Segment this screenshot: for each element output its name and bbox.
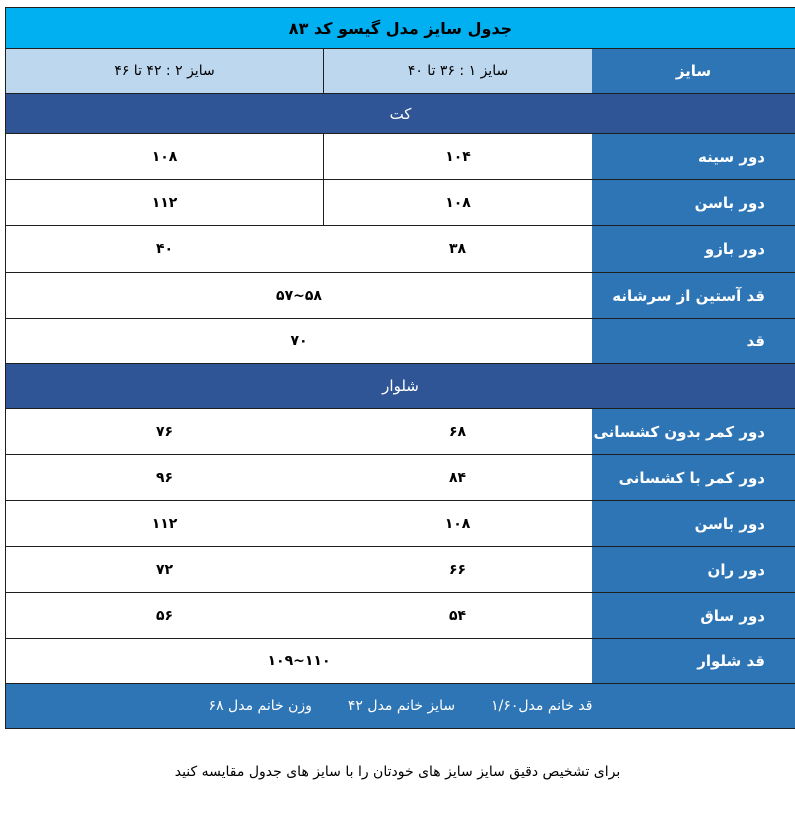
- table-row: [6, 318, 795, 363]
- row-value-size-1: ۱۰۸: [323, 180, 592, 225]
- row-value-size-2: ۹۶: [155, 469, 174, 486]
- row-label: دور کمر با کشسانی: [592, 455, 795, 500]
- table-row: [6, 225, 795, 272]
- row-label: دور بازو: [592, 226, 795, 272]
- table-row: [6, 454, 795, 500]
- header-size-1: سایز ۱ : ۳۶ تا ۴۰: [323, 49, 592, 93]
- row-value-size-2: ۱۰۸: [151, 148, 178, 165]
- row-value-size-1: ۱۰۴: [323, 134, 592, 179]
- row-label: دور کمر بدون کشسانی: [592, 409, 795, 454]
- section-jacket-title: کت: [389, 104, 412, 123]
- row-value-all-sizes: ۷۰: [290, 333, 308, 349]
- row-label: قد: [592, 319, 795, 363]
- row-value-size-2: ۵۶: [155, 607, 174, 624]
- row-value-size-1: ۶۶: [448, 561, 467, 578]
- table-title-row: [6, 7, 795, 48]
- table-row: [6, 500, 795, 546]
- row-label: دور باسن: [592, 180, 795, 225]
- row-value-size-2: ۱۱۲: [151, 194, 178, 211]
- row-value-size-1: ۸۴: [448, 469, 467, 486]
- row-value-size-1: ۶۸: [448, 423, 467, 440]
- row-value-size-2: ۱۱۲: [151, 515, 178, 532]
- row-label: قد شلوار: [592, 639, 795, 683]
- table-title: جدول سایز مدل گیسو کد ۸۳: [288, 18, 513, 38]
- table-row: [6, 408, 795, 454]
- header-size-2: سایز ۲ : ۴۲ تا ۴۶: [6, 49, 323, 93]
- table-row: [6, 546, 795, 592]
- table-row: [6, 592, 795, 638]
- row-label: قد آستین از سرشانه: [592, 273, 795, 318]
- row-value-size-2: ۷۶: [155, 423, 174, 440]
- table-header-row: [6, 48, 795, 93]
- model-height: قد خانم مدل۱/۶۰: [491, 698, 593, 714]
- row-value-size-1: ۳۸: [448, 241, 467, 257]
- table-row: [6, 638, 795, 683]
- section-pants: [6, 363, 795, 408]
- model-size: سایز خانم مدل ۴۲: [347, 698, 456, 714]
- size-comparison-note: برای تشخیص دقیق سایز سایز های خودتان را با سایز های جدول مقایسه کنید: [174, 764, 621, 780]
- table-row: [6, 272, 795, 318]
- header-size-label: سایز: [592, 49, 795, 93]
- model-info-row: [6, 683, 795, 729]
- row-value-size-1: ۵۴: [448, 607, 467, 624]
- row-label: دور باسن: [592, 501, 795, 546]
- row-value-size-2: ۴۰: [155, 241, 174, 257]
- model-info: [6, 684, 795, 728]
- model-weight: وزن خانم مدل ۶۸: [208, 698, 312, 714]
- row-label: دور سینه: [592, 134, 795, 179]
- size-table: [5, 7, 795, 729]
- row-value-size-2: ۷۲: [155, 561, 174, 578]
- row-value-all-sizes: ۱۱۰~۱۰۹: [267, 653, 331, 669]
- row-label: دور ران: [592, 547, 795, 592]
- table-row: [6, 133, 795, 179]
- row-label: دور ساق: [592, 593, 795, 638]
- table-row: [6, 179, 795, 225]
- section-jacket: [6, 93, 795, 133]
- row-value-size-1: ۱۰۸: [444, 515, 471, 532]
- row-value-all-sizes: ۵۸~۵۷: [276, 287, 322, 304]
- section-pants-title: شلوار: [382, 377, 419, 395]
